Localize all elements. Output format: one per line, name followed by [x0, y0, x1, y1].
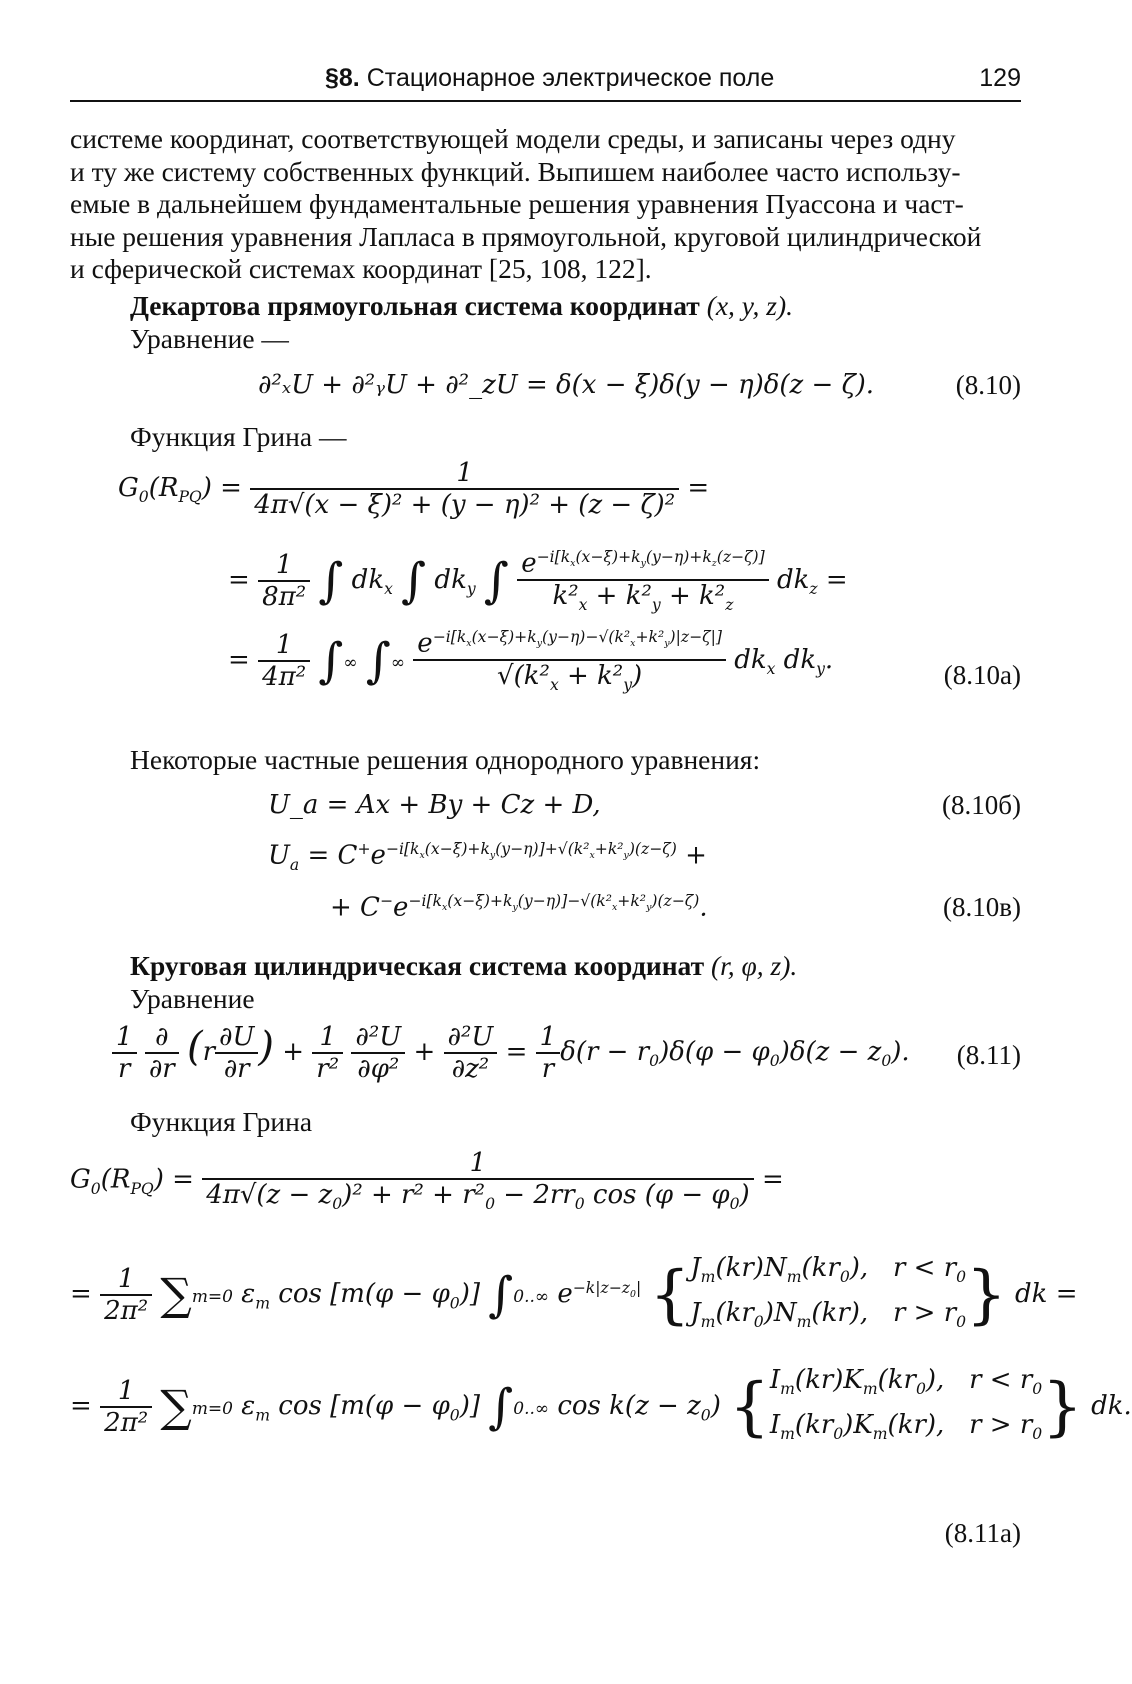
- section-mark: §8.: [325, 64, 360, 92]
- green-cartesian-line-2: = $\frac{1}{\text{8π²}}$ ∫ $dk_x$ ∫ $dk_y$ ∫ $\frac{e^{-i[k_x(x-\xi)+k_y(y-\eta)+k_z(z-\zeta)]}}{k^2_x + k^2_y + k^2_z}$ $dk_z$ =: [228, 548, 848, 614]
- green-cartesian-line-3: = $\frac{1}{\text{4π²}}$ ∫∞ ∫∞ $\frac{e^{-i[k_x(x-\xi)+k_y(y-\eta)-√(k^2_x+k^2_y)|z-\zeta|]}}{√(k^2_x + k^2_y)}$ $dk_x$ $dk_y$.: [228, 628, 834, 694]
- cylindrical-equation-label: Уравнение: [130, 983, 255, 1014]
- green-cylindrical-line-1: $G_0(R_{PQ})$ = $\frac{1}{4\pi√(z - z_0)^2 + r^2 + r^2_0 - 2rr_0 \cos (\varphi - \varphi_0)}$ =: [70, 1148, 784, 1214]
- running-header: [70, 62, 1021, 102]
- equation-number-8-11a: (8.11a): [944, 1518, 1021, 1548]
- intro-line: и ту же систему собственных функций. Выпишем наиболее часто использу-: [70, 155, 961, 187]
- intro-line: емые в дальнейшем фундаментальные решения уравнения Пуассона и част-: [70, 188, 964, 219]
- particular-solutions-label: Некоторые частные решения однородного уравнения:: [130, 744, 761, 775]
- equation-8-10v-line-2: + $C^-e^{-i[k_x(x-\xi)+k_y(y-\eta)]-√(k^2_x+k^2_y)(z-\zeta)}$.: [330, 892, 708, 923]
- green-cartesian-line-1: $G_0(R_{PQ})$ = $\frac{1}{\text{4π√(x − ξ)² + (y − η)² + (z − ζ)²}}$ =: [118, 458, 710, 520]
- cylindrical-heading: Круговая цилиндрическая система координат (r, φ, z).: [130, 950, 798, 981]
- equation-8-10b: U_a = Ax + By + Cz + D,: [268, 790, 601, 820]
- intro-paragraph: [70, 123, 1021, 286]
- cartesian-green-label: Функция Грина —: [130, 421, 347, 452]
- cartesian-equation-label: Уравнение —: [130, 323, 289, 354]
- equation-8-10: ∂²ₓU + ∂²ᵧU + ∂²_zU = δ(x − ξ)δ(y − η)δ(z − ζ).: [258, 370, 875, 400]
- intro-line: ные решения уравнения Лапласа в прямоугольной, круговой цилиндрической: [70, 220, 982, 252]
- equation-number-8-11: (8.11): [956, 1040, 1021, 1070]
- header-title: [325, 64, 774, 93]
- equation-8-11: $\frac{1}{r}$ $\frac{\partial}{\partial r}$ (r $\frac{\partial U}{\partial r}$ ) + $\frac{1}{\text{r²}}$ $\frac{\text{∂²U}}{\text{∂φ²}}$ + $\frac{\text{∂²U}}{\text{∂z²}}$ = $\frac{1}{r}$ $\delta(r - r_0)\delta(\varphi - \varphi_0)\delta(z - z_0)$.: [112, 1022, 910, 1084]
- equation-number-8-10: (8.10): [955, 370, 1021, 400]
- green-cylindrical-line-3: = $\frac{1}{\text{2π²}}$ ∑m=0 $\varepsilon_m$ $\cos [m(\varphi - \varphi_0)]$ ∫0..∞ $\cos k(z - z_0)$ {$I_m(kr)K_m(kr_0)$, $r < r_0$ $I_m(kr_0)K_m(kr)$, $r > r_0$} dk.: [70, 1365, 1132, 1445]
- equation-number-8-10b: (8.10б): [942, 790, 1021, 820]
- equation-number-8-10v: (8.10в): [943, 892, 1021, 922]
- page-number: 129: [979, 64, 1021, 92]
- equation-8-10v-line-1: $U_a = C^+e^{-i[k_x(x-\xi)+k_y(y-\eta)]+√(k^2_x+k^2_y)(z-\zeta)}$ +: [268, 840, 707, 874]
- equation-number-8-10a: (8.10a): [943, 660, 1021, 690]
- section-title: Стационарное электрическое поле: [366, 64, 775, 92]
- cartesian-heading: Декартова прямоугольная система координат (x, y, z).: [130, 290, 793, 321]
- intro-line: системе координат, соответствующей модели среды, и записаны через одну: [70, 123, 956, 154]
- green-cylindrical-line-2: = $\frac{1}{\text{2π²}}$ ∑m=0 $\varepsilon_m$ $\cos [m(\varphi - \varphi_0)]$ ∫0..∞ $e^{-k|z-z_0|}$ {$J_m(kr)N_m(kr_0)$, $r < r_0$ $J_m(kr_0)N_m(kr)$, $r > r_0$} dk =: [70, 1253, 1078, 1333]
- intro-line: и сферической системах координат [25, 108, 122].: [70, 253, 652, 284]
- cylindrical-green-label: Функция Грина: [130, 1106, 313, 1137]
